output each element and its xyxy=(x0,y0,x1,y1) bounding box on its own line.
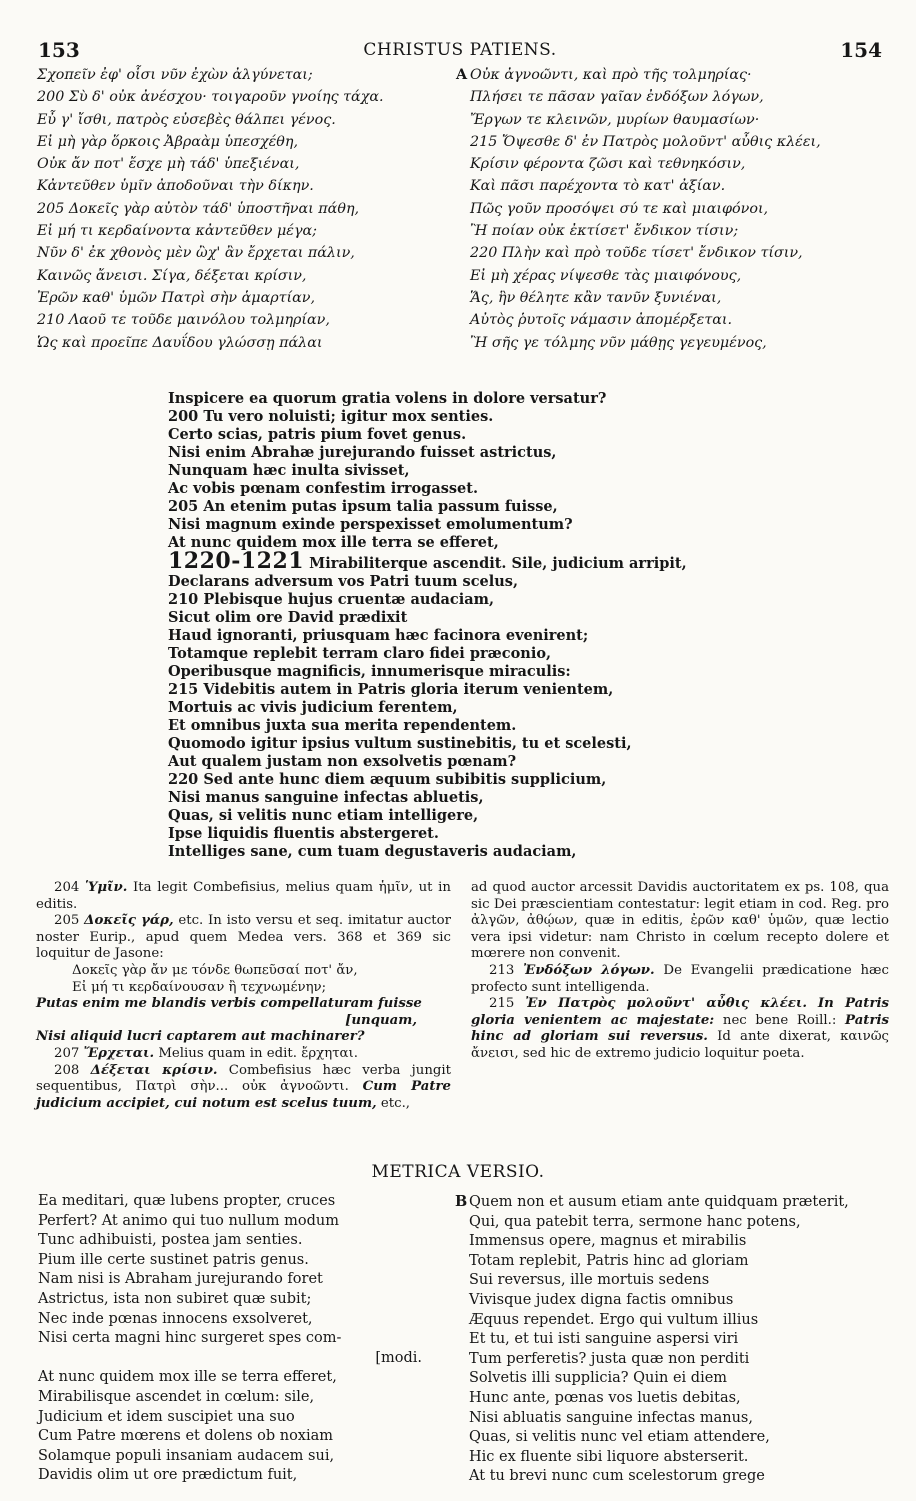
greek-line: 200 Σὺ δ' οὐκ ἀνέσχου· τοιγαροῦν γνοίης τάχα. xyxy=(37,89,384,106)
note-205: 205 Δοκεῖς γάρ, etc. In isto versu et seq. imitatur auctor noster Eurip., apud quem Medea vers. 368 et 369 sic loquitur de Jasone: xyxy=(36,913,451,962)
latin-line: Operibusque magnificis, innumerisque miraculis: xyxy=(168,663,571,680)
greek-line: Ὡς καὶ προεῖπε Δαυΐδου γλώσσῃ πάλαι xyxy=(37,334,323,351)
greek-line: Νῦν δ' ἐκ χθονὸς μὲν ὢχ' ἂν ἔρχεται πάλιν, xyxy=(37,245,355,262)
latin-line: Et omnibus juxta sua merita rependentem. xyxy=(168,717,517,734)
latin-line: Haud ignoranti, priusquam hæc facinora evenirent; xyxy=(168,627,589,644)
latin-line: 210 Plebisque hujus cruentæ audaciam, xyxy=(168,591,495,608)
note-quote-latin-cont: [unquam, xyxy=(345,1012,417,1028)
latin-line: 205 An etenim putas ipsum talia passum fuisse, xyxy=(168,498,558,515)
metrica-right-column xyxy=(455,1192,895,1487)
greek-line: Εὖ γ' ἴσθι, πατρὸς εὐσεβὲς θάλπει γένος. xyxy=(37,111,336,128)
verse-line: Vivisque judex digna factis omnibus xyxy=(469,1291,734,1308)
verse-line-continuation: [modi. xyxy=(375,1349,422,1366)
page-number-left: 153 xyxy=(38,38,80,62)
latin-line: Nisi manus sanguine infectas abluetis, xyxy=(168,789,484,806)
note-quote-greek: Δοκεῖς γὰρ ἄν με τόνδε θωπεῦσαί ποτ' ἄν, xyxy=(72,962,358,978)
note-215: 215 Ἐν Πατρὸς μολοῦντ' αὖθις κλέει. In Patris gloria venientem ac majestate: nec bene Roill.: Patris hinc ad gloriam sui reversus. Id ante dixerat, καινῶς ἄνεισι, sed hic de extremo judicio loquitur poeta. xyxy=(471,996,889,1061)
notes-right-column xyxy=(471,880,889,1063)
verse-line: Tunc adhibuisti, postea jam senties. xyxy=(38,1232,303,1249)
notes-left-column xyxy=(36,880,451,1112)
greek-line: Εἰ μή τι κερδαίνοντα κἀντεῦθεν μέγα; xyxy=(37,223,317,240)
latin-line: Quomodo igitur ipsius vultum sustinebitis, tu et scelesti, xyxy=(168,735,632,752)
greek-line: Κρίσιν φέροντα ζῶσι καὶ τεθνηκόσιν, xyxy=(470,156,746,173)
verse-line: Nec inde pœnas innocens exsolveret, xyxy=(38,1310,313,1327)
verse-line: Et tu, et tui isti sanguine aspersi viri xyxy=(469,1331,739,1348)
greek-line: Ἔργων τε κλεινῶν, μυρίων θαυμασίων· xyxy=(470,111,760,128)
latin-line: Nisi enim Abrahæ jurejurando fuisset astrictus, xyxy=(168,444,557,461)
greek-line: 215 Ὄψεσθε δ' ἐν Πατρὸς μολοῦντ' αὖθις κλέει, xyxy=(470,133,821,150)
latin-line: Totamque replebit terram claro fidei præconio, xyxy=(168,645,552,662)
greek-line: Ἢ σῆς γε τόλμης νῦν μάθῃς γεγευμένος, xyxy=(470,334,767,351)
note-207: 207 Ἔρχεται. Melius quam in edit. ἔρχηται. xyxy=(54,1045,358,1061)
verse-line: Quas, si velitis nunc vel etiam attendere, xyxy=(469,1429,770,1446)
page-header xyxy=(38,38,882,62)
verse-line: Totam replebit, Patris hinc ad gloriam xyxy=(469,1252,749,1269)
verse-line: Ea meditari, quæ lubens propter, cruces xyxy=(38,1193,336,1209)
verse-line: Mirabilisque ascendet in cœlum: sile, xyxy=(38,1388,315,1405)
latin-line: Sicut olim ore David prædixit xyxy=(168,609,408,626)
section-heading: METRICA VERSIO. xyxy=(371,1162,545,1182)
latin-line: Nunquam hæc inulta sivisset, xyxy=(168,462,410,479)
column-reference: 1220-1221 xyxy=(168,548,305,574)
verse-line: At tu brevi nunc cum scelestorum grege xyxy=(469,1468,765,1485)
verse-line: Sui reversus, ille mortuis sedens xyxy=(469,1272,710,1289)
latin-line: 220 Sed ante hunc diem æquum subibitis supplicium, xyxy=(168,771,607,788)
latin-line: At nunc quidem mox ille terra se efferet, xyxy=(168,534,499,551)
latin-line: Declarans adversum vos Patri tuum scelus, xyxy=(168,573,519,590)
greek-line: 220 Πλὴν καὶ πρὸ τοῦδε τίσετ' ἔνδικον τίσιν, xyxy=(470,245,803,262)
verse-line: Nisi abluatis sanguine infectas manus, xyxy=(469,1409,753,1426)
verse-line: Qui, qua patebit terra, sermone hanc potens, xyxy=(469,1213,801,1230)
greek-line: Αὐτὸς ῥυτοῖς νάμασιν ἀπομέρξεται. xyxy=(470,312,733,329)
greek-line: Ἢ ποίαν οὐκ ἐκτίσετ' ἔνδικον τίσιν; xyxy=(470,223,739,240)
latin-line: Quas, si velitis nunc etiam intelligere, xyxy=(168,807,479,824)
verse-line: Davidis olim ut ore prædictum fuit, xyxy=(38,1467,298,1484)
latin-line: 200 Tu vero noluisti; igitur mox senties. xyxy=(168,408,494,425)
latin-line: Inspicere ea quorum gratia volens in dolore versatur? xyxy=(168,390,607,407)
greek-text-right-column xyxy=(456,64,896,354)
verse-line: Perfert? At animo qui tuo nullum modum xyxy=(38,1212,339,1229)
greek-line: Καινῶς ἄνεισι. Σίγα, δέξεται κρίσιν, xyxy=(37,267,307,284)
greek-line: Εἰ μὴ γὰρ ὅρκοις Ἀβραὰμ ὑπεσχέθη, xyxy=(37,133,299,150)
greek-line: Κἀντεῦθεν ὑμῖν ἀποδοῦναι τὴν δίκην. xyxy=(37,178,314,195)
verse-line: Solamque populi insaniam audacem sui, xyxy=(38,1447,335,1464)
verse-line: Hic ex fluente sibi liquore absterserit. xyxy=(469,1448,749,1465)
note-213: 213 Ἐνδόξων λόγων. De Evangelii prædicatione hæc profecto sunt intelligenda. xyxy=(471,962,890,995)
latin-line: Ipse liquidis fluentis abstergeret. xyxy=(168,825,439,842)
running-title: CHRISTUS PATIENS. xyxy=(363,40,557,60)
verse-line: Tum perferetis? justa quæ non perditi xyxy=(469,1350,750,1367)
note-204: 204 Ὑμῖν. Ita legit Combefisius, melius quam ἡμῖν, ut in editis. xyxy=(36,880,451,912)
verse-line: B Quem non et ausum etiam ante quidquam præterit, xyxy=(455,1193,849,1210)
latin-translation xyxy=(168,390,728,861)
greek-line: Οὐκ ἄν ποτ' ἔσχε μὴ τάδ' ὑπεξιέναι, xyxy=(37,156,300,173)
verse-line: Judicium et idem suscipiet una suo xyxy=(38,1408,295,1425)
metrica-left-column xyxy=(38,1192,448,1486)
page-number-right: 154 xyxy=(840,38,882,62)
greek-line: 210 Λαοῦ τε τοῦδε μαινόλου τολμηρίαν, xyxy=(37,312,330,329)
greek-line: Καὶ πᾶσι παρέχοντα τὸ κατ' ἀξίαν. xyxy=(470,178,726,195)
latin-line: 1220-1221 Mirabiliterque ascendit. Sile, judicium arripit, xyxy=(168,548,687,574)
verse-line: Pium ille certe sustinet patris genus. xyxy=(38,1251,309,1268)
greek-text-left-column xyxy=(37,64,447,354)
verse-line: Astrictus, ista non subiret quæ subit; xyxy=(38,1290,312,1307)
greek-line: Ἐρῶν καθ' ὑμῶν Πατρὶ σὴν ἁμαρτίαν, xyxy=(37,289,316,306)
verse-line: Immensus opere, magnus et mirabilis xyxy=(469,1233,747,1250)
verse-line: Nam nisi is Abraham jurejurando foret xyxy=(38,1271,323,1288)
latin-line: Aut qualem justam non exsolvetis pœnam? xyxy=(168,753,517,770)
greek-line: A Οὐκ ἀγνοῶντι, καὶ πρὸ τῆς τολμηρίας· xyxy=(456,64,896,86)
note-continuation: ad quod auctor arcessit Davidis auctoritatem ex ps. 108, qua sic Dei præscientiam contestatur: legit etiam in cod. Reg. pro ἀλγῶν, ἀθῴων, quæ in editis, ἐρῶν καθ' ὑμῶν, quæ lectio vera ipsi videtur: nam Christo in cœlum recepto dolere et mœrere non convenit. xyxy=(471,880,889,962)
latin-line: Certo scias, patris pium fovet genus. xyxy=(168,426,467,443)
verse-line: Æquus rependet. Ergo qui vultum illius xyxy=(469,1311,759,1328)
verse-line: At nunc quidem mox ille se terra efferet, xyxy=(38,1369,337,1386)
verse-line: Hunc ante, pœnas vos luetis debitas, xyxy=(469,1389,741,1406)
section-marker: B xyxy=(455,1193,468,1210)
latin-line: Mortuis ac vivis judicium ferentem, xyxy=(168,699,458,716)
greek-line: Πῶς γοῦν προσόψει σύ τε καὶ μιαιφόνοι, xyxy=(470,200,769,217)
latin-line: Intelliges sane, cum tuam degustaveris audaciam, xyxy=(168,843,577,860)
note-quote-greek: Εἰ μή τι κερδαίνουσαν ἢ τεχνωμένην; xyxy=(72,979,327,995)
greek-line: Σχοπεῖν ἐφ' οἷσι νῦν ἐχὼν ἀλγύνεται; xyxy=(37,67,313,83)
verse-line: Nisi certa magni hinc surgeret spes com- xyxy=(38,1330,342,1347)
verse-line: Solvetis illi supplicia? Quin ei diem xyxy=(469,1370,728,1387)
latin-line: Ac vobis pœnam confestim irrogasset. xyxy=(168,480,479,497)
section-marker: A xyxy=(456,67,468,83)
note-quote-latin: Nisi aliquid lucri captarem aut machinarer? xyxy=(36,1029,365,1045)
greek-line: Πλήσει τε πᾶσαν γαῖαν ἐνδόξων λόγων, xyxy=(470,89,764,106)
greek-line: 205 Δοκεῖς γὰρ αὐτὸν τάδ' ὑποστῆναι πάθη, xyxy=(37,200,360,217)
greek-line: Ἅς, ἣν θέλητε κἂν τανῦν ξυνιέναι, xyxy=(470,289,722,306)
latin-line: Nisi magnum exinde perspexisset emolumentum? xyxy=(168,516,573,533)
note-quote-latin: Putas enim me blandis verbis compellaturam fuisse xyxy=(36,996,422,1012)
greek-line: Εἰ μὴ χέρας νίψεσθε τὰς μιαιφόνους, xyxy=(470,267,742,284)
latin-line: 215 Videbitis autem in Patris gloria iterum venientem, xyxy=(168,681,614,698)
verse-line: Cum Patre mœrens et dolens ob noxiam xyxy=(38,1428,334,1445)
note-208: 208 Δέξεται κρίσιν. Combefisius hæc verba jungit sequentibus, Πατρὶ σὴν... οὐκ ἀγνοῶντι. Cum Patre judicium accipiet, cui notum est scelus tuum, etc., xyxy=(36,1062,451,1111)
